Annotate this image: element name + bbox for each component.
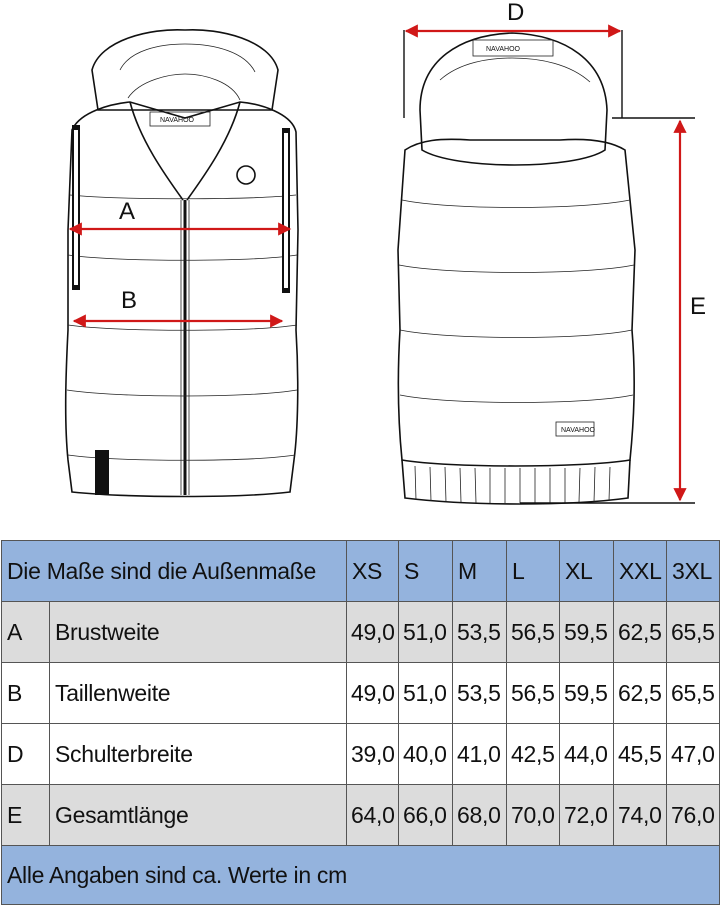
cell-value: 64,0 xyxy=(347,785,399,846)
measure-b xyxy=(74,287,282,321)
size-chart-table xyxy=(1,540,720,905)
cell-value: 49,0 xyxy=(347,663,399,724)
cell-value: 59,5 xyxy=(560,602,614,663)
table-row xyxy=(2,663,720,724)
cell-value: 72,0 xyxy=(560,785,614,846)
table-row xyxy=(2,785,720,846)
cell-value: 56,5 xyxy=(507,602,560,663)
header-size: XXL xyxy=(614,541,667,602)
cell-value: 47,0 xyxy=(667,724,720,785)
row-name: Gesamtlänge xyxy=(50,785,347,846)
row-name: Schulterbreite xyxy=(50,724,347,785)
cell-value: 41,0 xyxy=(453,724,507,785)
label-a: A xyxy=(119,198,136,225)
cell-value: 53,5 xyxy=(453,663,507,724)
row-key: E xyxy=(2,785,50,846)
label-b: B xyxy=(121,287,138,314)
header-size: XL xyxy=(560,541,614,602)
cell-value: 70,0 xyxy=(507,785,560,846)
cell-value: 74,0 xyxy=(614,785,667,846)
cell-value: 45,5 xyxy=(614,724,667,785)
row-key: D xyxy=(2,724,50,785)
table-header-row xyxy=(2,541,720,602)
cell-value: 40,0 xyxy=(399,724,453,785)
cell-value: 65,5 xyxy=(667,602,720,663)
front-neck-label-text: NAVAHOO xyxy=(160,117,194,124)
measure-e xyxy=(520,118,706,503)
cell-value: 53,5 xyxy=(453,602,507,663)
row-key: B xyxy=(2,663,50,724)
label-e: E xyxy=(690,293,707,320)
row-key: A xyxy=(2,602,50,663)
cell-value: 42,5 xyxy=(507,724,560,785)
back-hood-label-text: NAVAHOO xyxy=(486,46,520,53)
row-name: Taillenweite xyxy=(50,663,347,724)
cell-value: 56,5 xyxy=(507,663,560,724)
table-footer-row xyxy=(2,846,720,905)
back-tag-text: NAVAHOO xyxy=(561,427,595,434)
vest-back-drawing xyxy=(398,33,635,504)
footer-note: Alle Angaben sind ca. Werte in cm xyxy=(2,846,720,905)
label-d: D xyxy=(507,0,525,26)
vest-front-drawing xyxy=(66,30,298,497)
header-caption: Die Maße sind die Außenmaße xyxy=(2,541,347,602)
table-row xyxy=(2,602,720,663)
cell-value: 76,0 xyxy=(667,785,720,846)
header-size: XS xyxy=(347,541,399,602)
cell-value: 62,5 xyxy=(614,663,667,724)
cell-value: 62,5 xyxy=(614,602,667,663)
cell-value: 51,0 xyxy=(399,602,453,663)
cell-value: 65,5 xyxy=(667,663,720,724)
measure-a xyxy=(70,198,290,229)
cell-value: 68,0 xyxy=(453,785,507,846)
cell-value: 51,0 xyxy=(399,663,453,724)
cell-value: 59,5 xyxy=(560,663,614,724)
header-size: L xyxy=(507,541,560,602)
header-size: 3XL xyxy=(667,541,720,602)
cell-value: 66,0 xyxy=(399,785,453,846)
header-size: S xyxy=(399,541,453,602)
header-size: M xyxy=(453,541,507,602)
cell-value: 39,0 xyxy=(347,724,399,785)
cell-value: 44,0 xyxy=(560,724,614,785)
measure-d xyxy=(404,0,622,118)
cell-value: 49,0 xyxy=(347,602,399,663)
table-row xyxy=(2,724,720,785)
row-name: Brustweite xyxy=(50,602,347,663)
